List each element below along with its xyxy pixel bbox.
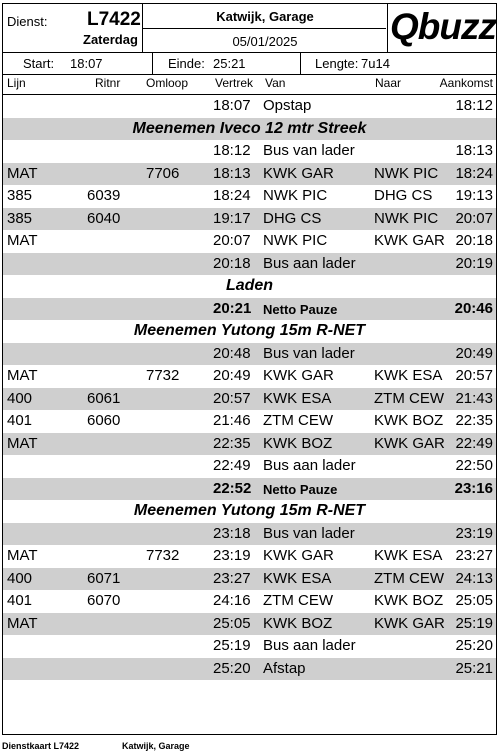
cell-vertrek: 22:49 <box>213 457 251 474</box>
cell-aankomst: 22:50 <box>455 457 493 474</box>
cell-lijn: 385 <box>7 209 33 227</box>
cell-vertrek: 25:19 <box>213 637 251 654</box>
cell-van: DHG CS <box>263 209 322 227</box>
cell-van: ZTM CEW <box>263 412 333 429</box>
cell-lijn: MAT <box>7 232 38 249</box>
divider <box>387 4 388 52</box>
divider <box>142 28 386 29</box>
cell-naar: KWK BOZ <box>374 412 444 429</box>
trip-row <box>3 523 496 546</box>
cell-aankomst: 25:21 <box>455 659 493 677</box>
cell-naar: KWK GAR <box>374 614 445 632</box>
lengte-label: Lengte: <box>315 56 359 71</box>
einde-label: Einde: <box>168 56 205 71</box>
cell-aankomst: 24:13 <box>455 569 493 587</box>
pause-row <box>3 298 496 321</box>
trip-row <box>3 545 496 568</box>
start-time: 18:07 <box>70 56 103 71</box>
col-ritnr: Ritnr <box>95 76 121 90</box>
cell-naar: ZTM CEW <box>374 389 444 407</box>
cell-vertrek: 18:13 <box>213 164 251 182</box>
cell-van: KWK GAR <box>263 164 334 182</box>
cell-omloop: 7706 <box>146 164 180 182</box>
cell-aankomst: 22:35 <box>455 412 493 429</box>
cell-vertrek: 20:07 <box>213 232 251 249</box>
garage-location: Katwijk, Garage <box>216 9 314 24</box>
cell-vertrek: 23:27 <box>213 569 251 587</box>
column-header <box>3 74 496 95</box>
cell-aankomst: 20:57 <box>455 367 493 384</box>
einde-time: 25:21 <box>213 56 246 71</box>
cell-lijn: MAT <box>7 434 38 452</box>
cell-naar: KWK ESA <box>374 547 443 564</box>
cell-naar: NWK PIC <box>374 209 439 227</box>
divider <box>152 52 153 74</box>
section-heading: Laden <box>3 275 496 298</box>
cell-aankomst: 22:49 <box>455 434 493 452</box>
trip-row <box>3 163 496 186</box>
cell-vertrek: 20:18 <box>213 254 251 272</box>
cell-van: NWK PIC <box>263 232 328 249</box>
cell-aankomst: 21:43 <box>455 389 493 407</box>
cell-van: Bus van lader <box>263 344 355 362</box>
cell-aankomst: 20:46 <box>454 299 493 317</box>
section-heading: Meenemen Yutong 15m R-NET <box>3 320 496 343</box>
cell-van: NWK PIC <box>263 187 328 204</box>
cell-aankomst: 20:49 <box>455 344 493 362</box>
trip-row <box>3 185 496 208</box>
trip-row <box>3 343 496 366</box>
cell-lijn: 401 <box>7 592 33 609</box>
trip-row <box>3 365 496 388</box>
cell-lijn: 385 <box>7 187 33 204</box>
cell-aankomst: 25:19 <box>455 614 493 632</box>
cell-vertrek: 22:52 <box>213 479 252 497</box>
cell-van: KWK BOZ <box>263 614 333 632</box>
cell-vertrek: 18:07 <box>213 97 251 114</box>
cell-ritnr: 6039 <box>87 187 121 204</box>
cell-van: KWK ESA <box>263 569 332 587</box>
start-label: Start: <box>23 56 55 71</box>
cell-aankomst: 18:13 <box>455 142 493 159</box>
dienst-day: Zaterdag <box>83 32 138 47</box>
cell-vertrek: 20:49 <box>213 367 251 384</box>
section-heading: Meenemen Yutong 15m R-NET <box>3 500 496 523</box>
cell-vertrek: 25:20 <box>213 659 251 677</box>
trip-row <box>3 433 496 456</box>
cell-van: Netto Pauze <box>263 481 338 497</box>
cell-naar: KWK ESA <box>374 367 443 384</box>
cell-vertrek: 21:46 <box>213 412 251 429</box>
cell-vertrek: 22:35 <box>213 434 251 452</box>
cell-omloop: 7732 <box>146 367 180 384</box>
lengte-value: 7u14 <box>361 56 390 71</box>
cell-van: Bus aan lader <box>263 254 356 272</box>
divider <box>3 52 496 53</box>
cell-aankomst: 18:24 <box>455 164 493 182</box>
footer-card: Dienstkaart L7422 <box>2 741 80 751</box>
cell-vertrek: 19:17 <box>213 209 251 227</box>
cell-lijn: MAT <box>7 367 38 384</box>
col-van: Van <box>265 76 286 90</box>
duty-header <box>3 4 496 74</box>
trip-row <box>3 658 496 681</box>
cell-van: Opstap <box>263 97 312 114</box>
cell-naar: NWK PIC <box>374 164 439 182</box>
cell-naar: DHG CS <box>374 187 433 204</box>
cell-vertrek: 23:19 <box>213 547 251 564</box>
footer-location: Katwijk, Garage <box>122 741 190 751</box>
cell-vertrek: 20:57 <box>213 389 251 407</box>
col-naar: Naar <box>375 76 402 90</box>
cell-van: Netto Pauze <box>263 301 338 317</box>
cell-aankomst: 20:07 <box>455 209 493 227</box>
col-lijn: Lijn <box>7 76 26 90</box>
qbuzz-logo: Qbuzz <box>390 6 496 47</box>
trip-row <box>3 590 496 613</box>
cell-ritnr: 6071 <box>87 569 121 587</box>
cell-naar: KWK GAR <box>374 434 445 452</box>
cell-naar: KWK GAR <box>374 232 445 249</box>
cell-van: Afstap <box>263 659 306 677</box>
trip-row <box>3 230 496 253</box>
cell-vertrek: 25:05 <box>213 614 251 632</box>
trip-row <box>3 455 496 478</box>
cell-lijn: 400 <box>7 389 33 407</box>
cell-vertrek: 24:16 <box>213 592 251 609</box>
trip-row <box>3 568 496 591</box>
cell-aankomst: 20:19 <box>455 254 493 272</box>
trip-row <box>3 388 496 411</box>
cell-vertrek: 23:18 <box>213 524 251 542</box>
cell-aankomst: 18:12 <box>455 97 493 114</box>
cell-van: Bus aan lader <box>263 637 356 654</box>
col-aankomst: Aankomst <box>439 76 493 90</box>
cell-lijn: 401 <box>7 412 33 429</box>
cell-lijn: MAT <box>7 614 38 632</box>
cell-aankomst: 23:19 <box>455 524 493 542</box>
dienst-number: L7422 <box>87 9 141 30</box>
cell-lijn: MAT <box>7 164 38 182</box>
cell-van: ZTM CEW <box>263 592 333 609</box>
cell-vertrek: 20:21 <box>213 299 252 317</box>
cell-ritnr: 6060 <box>87 412 121 429</box>
cell-van: Bus aan lader <box>263 457 356 474</box>
cell-aankomst: 23:27 <box>455 547 493 564</box>
cell-ritnr: 6061 <box>87 389 121 407</box>
cell-van: KWK GAR <box>263 547 334 564</box>
section-heading: Meenemen Iveco 12 mtr Streek <box>3 118 496 141</box>
cell-vertrek: 18:24 <box>213 187 251 204</box>
cell-van: Bus van lader <box>263 142 355 159</box>
cell-naar: KWK BOZ <box>374 592 444 609</box>
cell-aankomst: 25:20 <box>455 637 493 654</box>
cell-lijn: 400 <box>7 569 33 587</box>
trip-row <box>3 253 496 276</box>
cell-naar: ZTM CEW <box>374 569 444 587</box>
trip-row <box>3 140 496 163</box>
cell-vertrek: 20:48 <box>213 344 251 362</box>
trip-list <box>3 95 496 680</box>
trip-row <box>3 613 496 636</box>
dienst-label: Dienst: <box>7 14 48 29</box>
cell-vertrek: 18:12 <box>213 142 251 159</box>
cell-van: KWK GAR <box>263 367 334 384</box>
divider <box>300 52 301 74</box>
cell-ritnr: 6040 <box>87 209 121 227</box>
cell-van: Bus van lader <box>263 524 355 542</box>
cell-aankomst: 23:16 <box>454 479 493 497</box>
cell-van: KWK BOZ <box>263 434 333 452</box>
cell-aankomst: 19:13 <box>455 187 493 204</box>
duty-card <box>2 3 497 735</box>
trip-row <box>3 635 496 658</box>
col-omloop: Omloop <box>146 76 189 90</box>
col-vertrek: Vertrek <box>215 76 254 90</box>
trip-row <box>3 208 496 231</box>
duty-date: 05/01/2025 <box>232 34 298 49</box>
cell-omloop: 7732 <box>146 547 180 564</box>
cell-aankomst: 25:05 <box>455 592 493 609</box>
trip-row <box>3 95 496 118</box>
cell-aankomst: 20:18 <box>455 232 493 249</box>
trip-row <box>3 410 496 433</box>
pause-row <box>3 478 496 501</box>
cell-van: KWK ESA <box>263 389 332 407</box>
cell-ritnr: 6070 <box>87 592 121 609</box>
cell-lijn: MAT <box>7 547 38 564</box>
